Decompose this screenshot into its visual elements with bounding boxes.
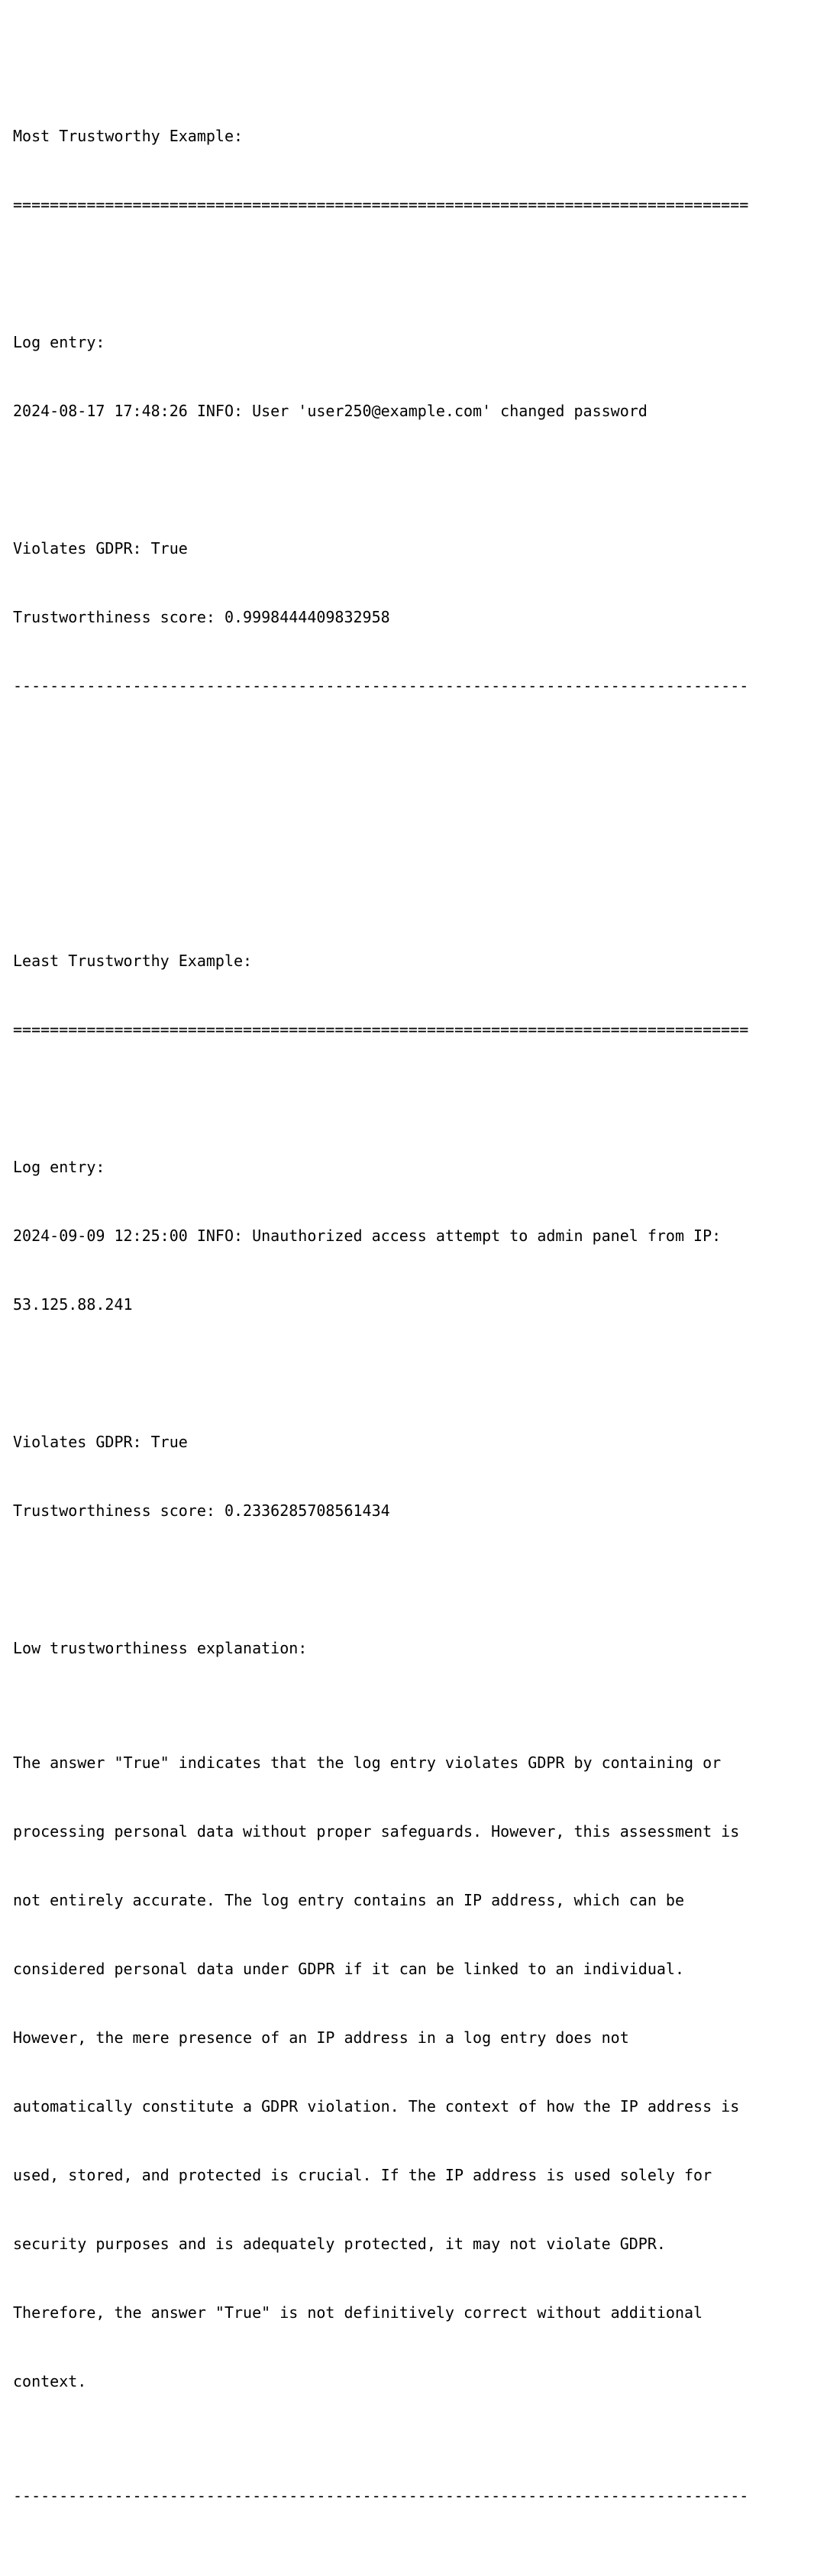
log-entry-label: Log entry: <box>13 1158 105 1176</box>
least-trustworthy-heading: Least Trustworthy Example: <box>13 952 253 970</box>
blank-line <box>13 1087 748 1110</box>
explanation-line: processing personal data without proper safeguards. However, this assessment is <box>13 1822 740 1841</box>
most-trustworthy-section <box>13 79 748 812</box>
violates-gdpr: Violates GDPR: True <box>13 539 188 558</box>
explanation-line: used, stored, and protected is crucial. If the IP address is used solely for <box>13 2166 712 2184</box>
blank-line <box>13 468 748 491</box>
blank-line <box>13 1362 748 1385</box>
section-end-separator: -------------------------------------------------------------------------------- <box>13 677 749 695</box>
explanation-line: not entirely accurate. The log entry contains an IP address, which can be <box>13 1891 684 1909</box>
heading-separator: ================================================================================ <box>13 196 749 214</box>
least-trustworthy-section <box>13 903 748 2553</box>
explanation-line: security purposes and is adequately protected, it may not violate GDPR. <box>13 2235 666 2253</box>
explanation-line: automatically constitute a GDPR violation. The context of how the IP address is <box>13 2097 740 2115</box>
most-trustworthy-heading: Most Trustworthy Example: <box>13 127 244 145</box>
violates-gdpr: Violates GDPR: True <box>13 1433 188 1451</box>
trustworthiness-score: Trustworthiness score: 0.9998444409832958 <box>13 608 390 626</box>
explanation-line: The answer "True" indicates that the log entry violates GDPR by containing or <box>13 1753 722 1772</box>
heading-separator: ================================================================================ <box>13 1020 749 1039</box>
blank-line <box>13 1568 748 1591</box>
explanation-line: Therefore, the answer "True" is not definitively correct without additional <box>13 2303 703 2322</box>
blank-line <box>13 743 748 766</box>
log-entry-text: 2024-09-09 12:25:00 INFO: Unauthorized access attempt to admin panel from IP: <box>13 1227 722 1245</box>
explanation-line: context. <box>13 2372 87 2390</box>
section-end-separator: -------------------------------------------------------------------------------- <box>13 2487 749 2505</box>
explanation-label: Low trustworthiness explanation: <box>13 1639 308 1657</box>
explanation-text <box>13 1705 748 2439</box>
console-output <box>13 10 748 2576</box>
explanation-line: However, the mere presence of an IP address in a log entry does not <box>13 2028 629 2047</box>
explanation-line: considered personal data under GDPR if it can be linked to an individual. <box>13 1960 684 1978</box>
log-entry-label: Log entry: <box>13 333 105 351</box>
trustworthiness-score: Trustworthiness score: 0.2336285708561434 <box>13 1501 390 1520</box>
log-entry-text: 53.125.88.241 <box>13 1295 133 1314</box>
blank-line <box>13 262 748 285</box>
log-entry-text: 2024-08-17 17:48:26 INFO: User 'user250@example.com' changed password <box>13 402 648 420</box>
